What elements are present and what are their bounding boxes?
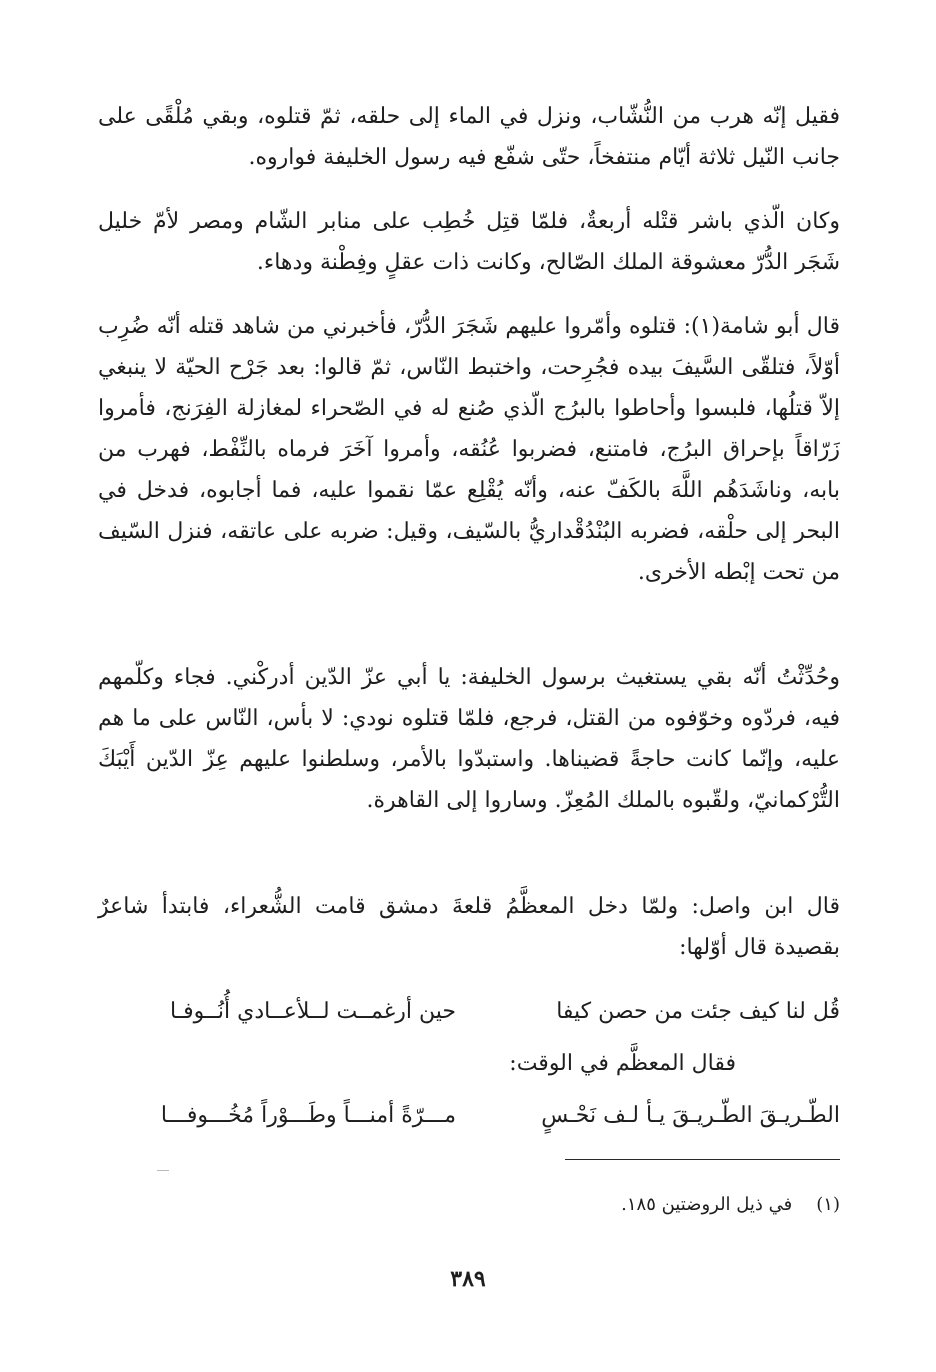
paragraph-5: قال ابن واصل: ولمّا دخل المعظَّمُ قلعةَ دمشق قامت الشُّعراء، فابتدأ شاعرٌ بقصيدة قال أوّلها: [98,894,840,960]
paragraph-3: قال أبو شامة(١): قتلوه وأمّروا عليهم شَجَرَ الدُّرّ، فأخبرني من شاهد قتله أنّه ضُرِب أوّلاً، فتلقّى السَّيفَ بيده فجُرِحت، واختبط النّاس، ثمّ قالوا: بعد جَرْح الحيّة لا ينبغي إلاّ قتلُها، فلبسوا وأحاطوا بالبرُج الّذي صُنع له في الصّحراء لمغازلة الفِرَنج، فأمروا زَرّاقاً بإحراق البرُج، فامتنع، فضربوا عُنُقه، وأمروا آخَرَ فرماه بالنِّفْط، فهرب من بابه، وناشَدَهُم اللَّهَ بالكَفّ عنه، وأنّه يُقْلِع عمّا نقموا عليه، فما أجابوه، فدخل في البحر إلى حلْقه، فضربه البُنْدُقْداريُّ بالسّيف، وقيل: ضربه على عاتقه، فنزل السّيف من تحت إبْطه الأخرى. [98,314,840,585]
footnote [420,1190,840,1220]
verse-2-first-hemistich: الطّـريـقَ الطّـريـقَ يـأ لـف نَحْـسٍ [541,1103,840,1128]
scan-mark [157,1170,169,1171]
verse-intro-line: فقال المعظَّم في الوقت: [509,1051,736,1076]
paragraph-1: فقيل إنّه هرب من النُّشّاب، ونزل في الماء إلى حلقه، ثمّ قتلوه، وبقي مُلْقًى على جانب النّيل ثلاثة أيّام منتفخاً، حتّى شفّع فيه رسول الخليفة فواروه. [98,104,840,170]
paragraph-4: وحُدِّثْتُ أنّه بقي يستغيث برسول الخليفة: يا أبي عزّ الدّين أدركْني. فجاء وكلّمهم فيه، فردّوه وخوّفوه من القتل، فرجع، فلمّا قتلوه نودي: لا بأس، النّاس على ما هم عليه، وإنّما كانت حاجةً قضيناها. واستبدّوا بالأمر، وسلطنوا عليهم عِزّ الدّين أَيْبَكَ التُّرْكمانيّ، ولقّبوه بالملك المُعِزّ. وساروا إلى القاهرة. [98,665,840,813]
footnote-divider [565,1159,840,1160]
footnote-text: في ذيل الروضتين ١٨٥. [621,1194,793,1215]
verse-1-first-hemistich: قُل لنا كيف جئت من حصن كيفا [556,999,840,1024]
page-number: ٣٨٩ [450,1266,486,1292]
poem-verse-2 [98,1095,840,1136]
paragraph-2: وكان الّذي باشر قتْله أربعةٌ، فلمّا قتِل خُطِب على منابر الشّام ومصر لأمّ خليل شَجَر الدُّرّ معشوقة الملك الصّالح، وكانت ذات عقلٍ وفِطْنة ودهاء. [98,209,840,275]
footnote-marker: (١) [816,1194,840,1215]
verse-1-second-hemistich: حين أرغمــت لــلأعــادي أُنُــوفـا [169,999,456,1024]
poem-verse-1 [98,991,840,1032]
verse-2-second-hemistich: مـــرّةً أمنـــاً وطَـــوْراً مُخُـــوفـــا [160,1103,456,1128]
